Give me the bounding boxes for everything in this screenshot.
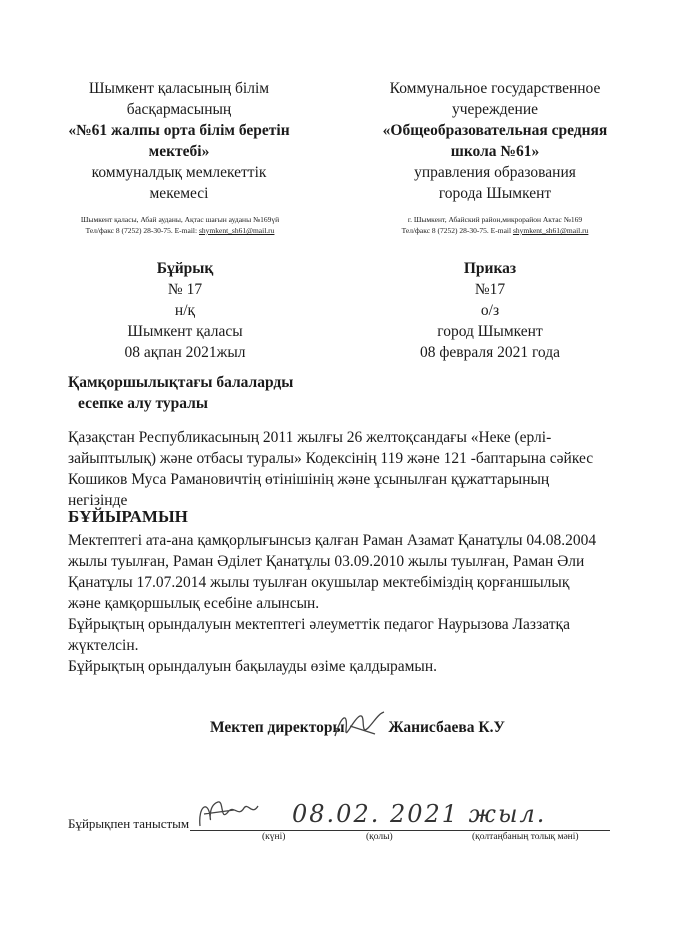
ru-header-line2: учереждение [452, 101, 538, 118]
body-line6: жүктелсін. [68, 637, 139, 654]
preamble-line3: Кошиков Муса Рамановичтің өтінішінің және ұсынылған құжаттарының [68, 471, 550, 488]
kz-header-line5: коммуналдық мемлекеттік [91, 164, 267, 181]
preamble [68, 427, 648, 511]
kz-header [48, 78, 310, 204]
body-line3: Қанатұлы 17.07.2014 жылы туылған окушылар мектебіміздің қорғаншылық [68, 574, 570, 591]
kz-order-block [80, 258, 290, 363]
ru-phone: Тел/факс 8 (7252) 28-30-75. E-mail [401, 226, 513, 235]
director-name: Жанисбаева К.У [388, 719, 505, 736]
ru-header-line5: управления образования [414, 164, 576, 181]
kz-order-date: 08 ақпан 2021жыл [124, 344, 246, 361]
kz-header-school-name-cont: мектебі» [148, 143, 210, 160]
subject-line2: есепке алу туралы [78, 395, 208, 412]
ru-header-line6: города Шымкент [438, 185, 552, 202]
acknowledgement-label: Бұйрықпен таныстым [68, 816, 190, 831]
body-line2: жылы туылған, Раман Әділет Қанатұлы 03.09.2010 жылы туылған, Раман Әли [68, 553, 585, 570]
acknowledgement-handwritten-signature [194, 796, 264, 832]
ru-header [360, 78, 630, 204]
body-line1: Мектептегі ата-ана қамқорлығынсыз қалған Раман Азамат Қанатұлы 04.08.2004 [68, 532, 597, 549]
order-heading: БҰЙЫРАМЫН [68, 507, 188, 526]
kz-header-school-name: «№61 жалпы орта білім беретін [68, 122, 290, 139]
body-line7: Бұйрықтың орындалуын бақылауды өзіме қалдырамын. [68, 658, 438, 675]
preamble-line2: зайыптылық) және отбасы туралы» Кодексінің 119 және 121 -баптарына сәйкес [68, 450, 594, 467]
ru-order-city: город Шымкент [437, 323, 543, 340]
kz-contacts [40, 214, 320, 236]
kz-order-title: Бұйрық [156, 260, 214, 277]
order-body [68, 530, 648, 677]
ru-header-school-name-cont: школа №61» [450, 143, 540, 160]
body-line5: Бұйрықтың орындалуын мектептегі әлеуметтік педагог Наурызова Лаззатқа [68, 616, 570, 633]
kz-email-link[interactable]: shymkent_sh61@mail.ru [198, 226, 275, 235]
kz-address: Шымкент қаласы, Абай ауданы, Ақтас шағын ауданы №169үй [80, 215, 280, 224]
subject-line1: Қамқоршылықтағы балаларды [68, 374, 294, 391]
ru-email-link[interactable]: shymkent_sh61@mail.ru [512, 226, 589, 235]
kz-header-line6: мекемесі [149, 185, 209, 202]
ru-header-line1: Коммунальное государственное [389, 80, 601, 97]
kz-phone: Тел/факс 8 (7252) 28-30-75. E-mail: [85, 226, 199, 235]
preamble-line4: негізінде [68, 492, 128, 509]
ru-order-title: Приказ [463, 260, 517, 277]
caption-full-name: (қолтаңбаның толық мәні) [472, 832, 579, 842]
ru-order-block [385, 258, 595, 363]
ru-order-number: №17 [474, 281, 506, 298]
caption-signature: (қолы) [366, 832, 393, 842]
kz-header-line2: басқармасының [126, 101, 232, 118]
caption-day: (күні) [262, 832, 286, 842]
acknowledgement-handwritten-date: 08.02. 2021 жыл. [292, 800, 547, 828]
kz-header-line1: Шымкент қаласының білім [88, 80, 270, 97]
ru-contacts [360, 214, 630, 236]
body-line4: және қамқоршылық есебіне алынсын. [68, 595, 320, 612]
kz-order-type: н/қ [174, 302, 196, 319]
ru-phone-line [360, 225, 630, 236]
kz-order-number: № 17 [167, 281, 203, 298]
ru-header-school-name: «Общеобразовательная средняя [382, 122, 608, 139]
kz-phone-line [40, 225, 320, 236]
director-position: Мектеп директоры [210, 719, 345, 736]
preamble-line1: Қазақстан Республикасының 2011 жылғы 26 желтоқсандағы «Неке (ерлі- [68, 429, 552, 446]
order-subject [68, 372, 293, 414]
ru-order-date: 08 февраля 2021 года [419, 344, 561, 361]
ru-address: г. Шымкент, Абайский район,микрорайон Актас №169 [407, 215, 583, 224]
director-handwritten-signature [330, 706, 390, 746]
kz-order-city: Шымкент қаласы [127, 323, 243, 340]
ru-order-type: о/з [480, 302, 500, 319]
